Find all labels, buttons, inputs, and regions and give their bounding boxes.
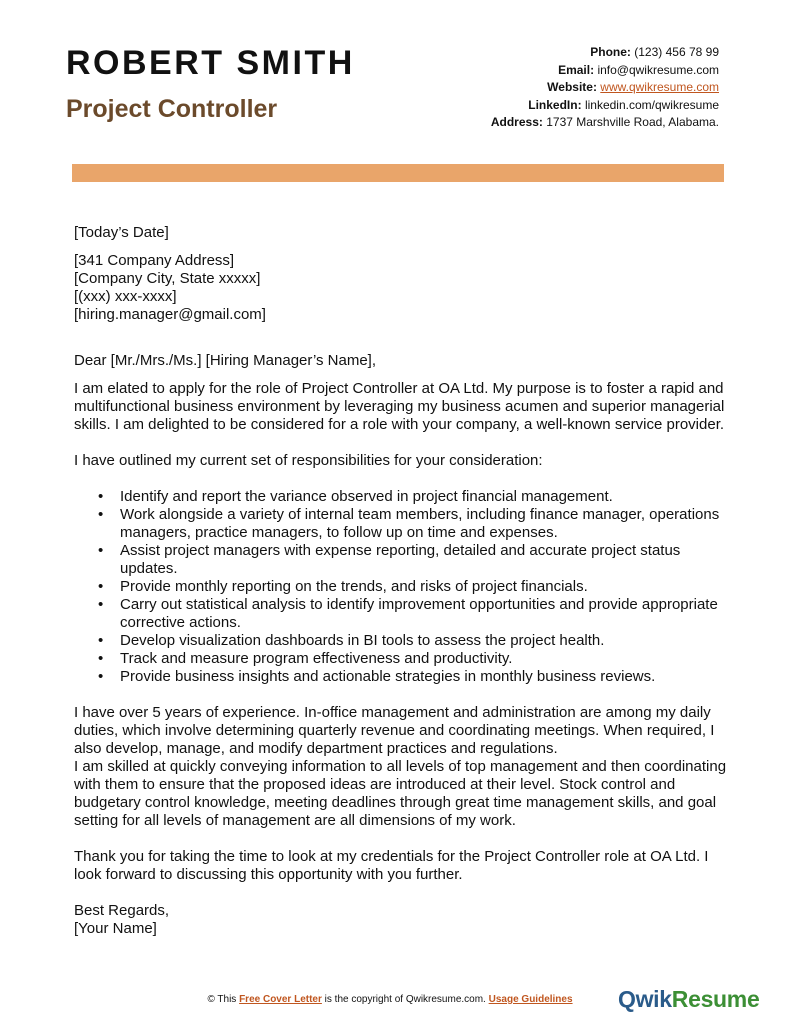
contact-value: info@qwikresume.com xyxy=(597,62,719,77)
recipient-address-line: [hiring.manager@gmail.com] xyxy=(74,306,266,323)
list-item: • Assist project managers with expense reporting, detailed and accurate project status updates. xyxy=(120,542,734,578)
list-item: • Track and measure program effectiveness and productivity. xyxy=(120,650,734,668)
letter-date: [Today’s Date] xyxy=(74,224,169,241)
recipient-address-line: [(xxx) xxx-xxxx] xyxy=(74,288,177,305)
contact-block xyxy=(491,44,719,132)
intro-paragraph: I am elated to apply for the role of Project Controller at OA Ltd. My purpose is to foster a rapid and multifunctional business environment by leveraging my business acumen and superior managerial skills. I am delighted to be considered for a role with your company, a well-known service provider. xyxy=(74,380,725,433)
footer-text: is the copyright of Qwikresume.com. xyxy=(321,994,489,1005)
contact-label: Email xyxy=(558,62,591,77)
recipient-address-line: [Company City, State xxxxx] xyxy=(74,270,261,287)
skills-paragraph: I am skilled at quickly conveying information to all levels of top management and then coordinating with them to ensure that the proposed ideas are introduced at their level. Stock control and budgetary control knowledge, meeting deadlines through great time management skills, and goal setting for all levels of management are all dimensions of my work. xyxy=(74,758,727,829)
experience-paragraph: I have over 5 years of experience. In-office management and administration are among my daily duties, which involve determining quarterly revenue and coordinating meetings. When required, I also develop, manage, and modify department practices and regulations. xyxy=(74,704,715,757)
letter-body xyxy=(74,224,734,938)
contact-label: LinkedIn xyxy=(528,97,578,112)
recipient-address-line: [341 Company Address] xyxy=(74,252,235,269)
candidate-role: Project Controller xyxy=(66,95,278,123)
contact-label: Website xyxy=(547,80,593,94)
website-link[interactable]: www.qwikresume.com xyxy=(600,80,719,94)
list-item: • Develop visualization dashboards in BI tools to assess the project health. xyxy=(120,632,734,650)
contact-label: Address xyxy=(490,115,539,129)
qwikresume-logo xyxy=(618,986,759,1013)
salutation: Dear [Mr./Mrs./Ms.] [Hiring Manager’s Name], xyxy=(74,352,377,369)
contact-address: Address: 1737 Marshville Road, Alabama. xyxy=(490,115,719,129)
contact-value: (123) 456 78 99 xyxy=(634,45,719,59)
list-item: • Work alongside a variety of internal team members, including finance manager, operations managers, practice managers, to follow up on time and expenses. xyxy=(120,506,734,542)
contact-label: Phone xyxy=(590,45,627,59)
contact-email: Email: info@qwikresume.com xyxy=(558,62,719,77)
signoff: Best Regards, xyxy=(74,902,170,919)
list-item: • Provide monthly reporting on the trends, and risks of project financials. xyxy=(120,578,734,596)
contact-value: 1737 Marshville Road, Alabama. xyxy=(546,115,719,129)
logo-text-qwik: Qwik xyxy=(618,986,672,1012)
responsibilities-list xyxy=(74,488,734,686)
list-item: • Carry out statistical analysis to identify improvement opportunities and provide appropriate corrective actions. xyxy=(120,596,734,632)
candidate-name: ROBERT SMITH xyxy=(66,44,355,82)
lead-in-paragraph: I have outlined my current set of responsibilities for your consideration: xyxy=(74,452,543,469)
logo-text-resume: Resume xyxy=(671,986,760,1012)
signature: [Your Name] xyxy=(74,920,157,937)
closing-paragraph: Thank you for taking the time to look at my credentials for the Project Controller role at OA Ltd. I look forward to discussing this opportunity with you further. xyxy=(74,848,709,883)
list-item: • Identify and report the variance observed in project financial management. xyxy=(120,488,734,506)
list-item: • Provide business insights and actionable strategies in monthly business reviews. xyxy=(120,668,734,686)
contact-website: Website: www.qwikresume.com xyxy=(547,80,719,94)
contact-linkedin: LinkedIn: linkedin.com/qwikresume xyxy=(528,97,719,112)
usage-guidelines-link[interactable]: Usage Guidelines xyxy=(488,994,573,1005)
contact-value: linkedin.com/qwikresume xyxy=(584,97,719,112)
free-cover-letter-link[interactable]: Free Cover Letter xyxy=(239,994,322,1005)
footer-text: © This xyxy=(207,994,240,1005)
header-divider-bar xyxy=(72,164,724,182)
contact-phone: Phone: (123) 456 78 99 xyxy=(590,45,719,59)
